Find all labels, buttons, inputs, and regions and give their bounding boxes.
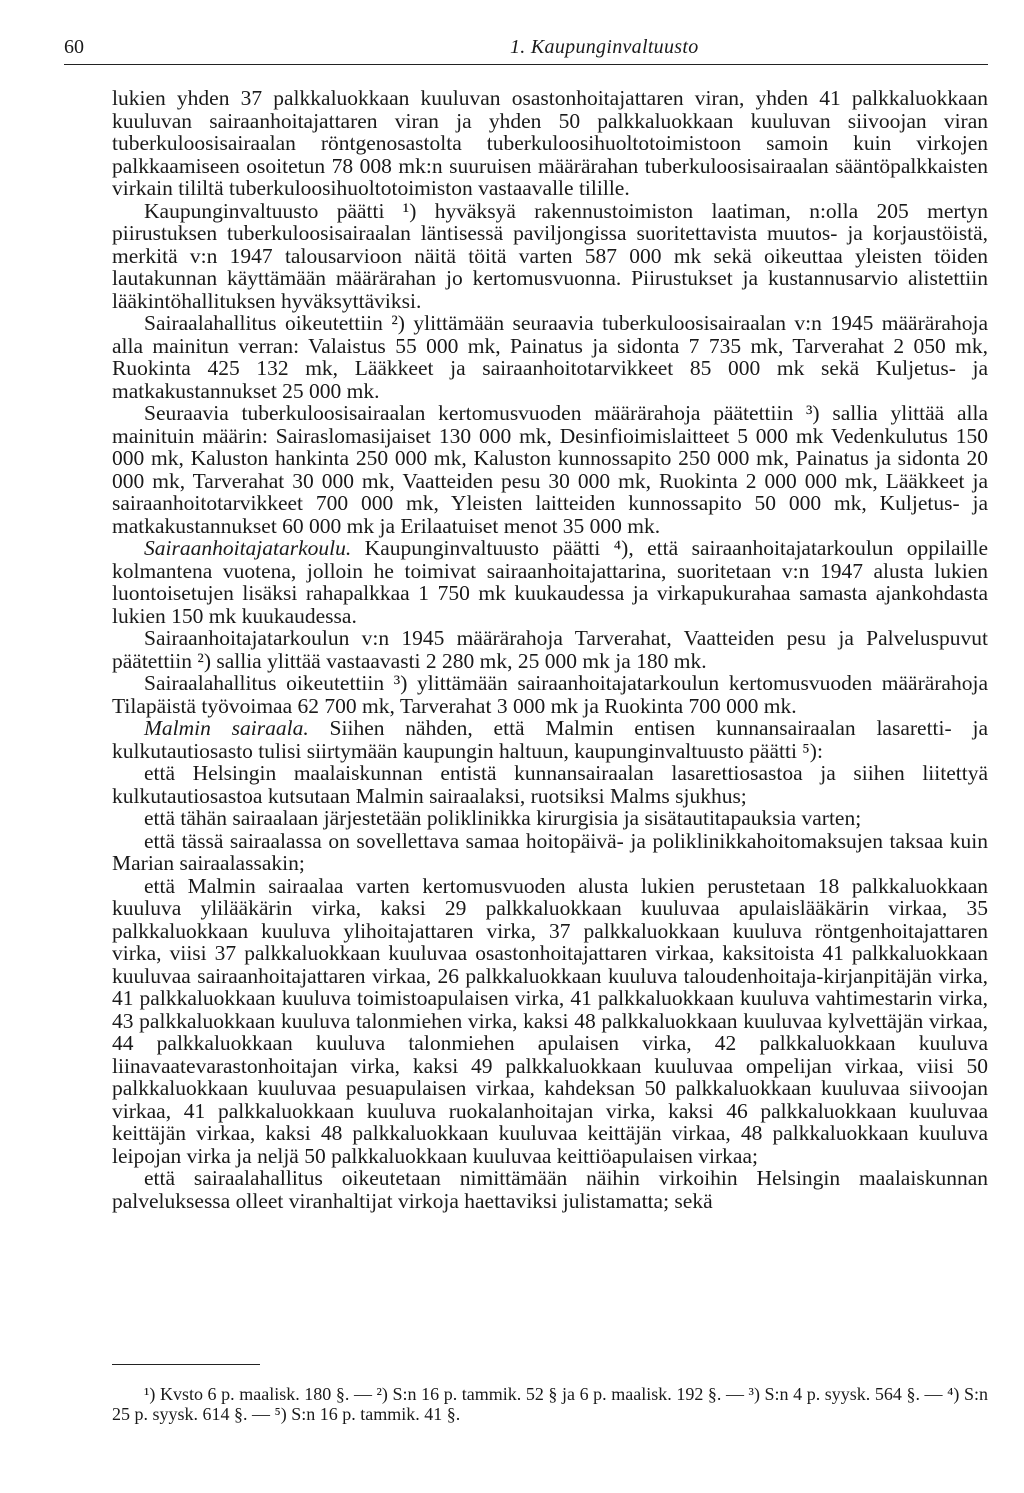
decision-clause: että tässä sairaalassa on sovellettava samaa hoitopäivä- ja poliklinikkahoitomaksujen taksaa kuin Marian sairaalassakin; [112,828,988,875]
running-head: 1. Kaupunginvaltuusto [510,36,699,58]
decision-clause: että Malmin sairaalaa varten kertomusvuoden alusta lukien perustetaan 18 palkkaluokkaan kuuluva ylilääkärin virka, kaksi 29 palkkaluokkaan kuuluvaa apulaislääkärin virkaa, 35 palkkaluokkaan kuuluva ylihoitajattaren virka, 37 palkkaluokkaan kuuluva röntgenhoitajattaren virka, viisi 37 palkkaluokkaan kuuluvaa osastonhoitajattaren virkaa, kaksitoista 41 palkkaluokkaan kuuluvaa sairaanhoitajattaren virkaa, 26 palkkaluokkaan kuuluva taloudenhoitaja-kirjanpitäjän virka, 41 palkkaluokkaan kuuluva toimistoapulaisen virka, 41 palkkaluokkaan kuuluva vahtimestarin virka, 43 palkkaluokkaan kuuluva talonmiehen virka, kaksi 48 palkkaluokkaan kuuluvaa kylvettäjän virkaa, 44 palkkaluokkaan kuuluva talonmiehen apulaisen virka, 42 palkkaluokkaan kuuluva liinavaatevarastonhoitajan virka, kaksi 49 palkkaluokkaan kuuluvaa ompelijan virkaa, viisi 50 palkkaluokkaan kuuluvaa pesuapulaisen virkaa, kahdeksan 50 palkkaluokkaan kuuluvaa siivoojan virkaa, 41 palkkaluokkaan kuuluva ruokalanhoitajan virka, kaksi 46 palkkaluokkaan kuuluvaa keittäjän virkaa, kaksi 48 palkkaluokkaan kuuluvaa keittäjän virkaa, 48 palkkaluokkaan kuuluva leipojan virka ja neljä 50 palkkaluokkaan kuuluvaa keittiöapulaisen virkaa; [112,873,988,1168]
page-header [64,34,988,65]
decision-clause: että sairaalahallitus oikeutetaan nimittämään näihin virkoihin Helsingin maalaiskunnan palveluksessa olleet viranhaltijat virkoja haettaviksi julistamatta; sekä [112,1166,988,1213]
decision-clause: että Helsingin maalaiskunnan entistä kunnansairaalan lasarettiosastoa ja siihen liitettyä kulkutautiosastoa kutsutaan Malmin sairaalaksi, ruotsiksi Malms sjukhus; [112,761,988,808]
paragraph: lukien yhden 37 palkkaluokkaan kuuluvan osastonhoitajattaren viran, yhden 41 palkkaluokkaan kuuluvan sairaanhoitajattaren viran ja yhden 50 palkkaluokkaan kuuluvan siivoojan viran tuberkuloosisairaalan röntgenosastolta tuberkuloosihuoltotoimistoon samoin kuin virkojen palkkaamiseen osoitetun 78 008 mk:n suuruisen määrärahan tuberkuloosisairaalan sääntöpalkkaisten virkain tililtä tuberkuloosihuoltotoimiston vastaavalle tilille. [112,86,988,200]
footnote-divider [112,1364,260,1365]
section-lead: Malmin sairaala. [144,716,309,740]
paragraph: Sairaalahallitus oikeutettiin ²) ylittämään seuraavia tuberkuloosisairaalan v:n 1945 määrärahoja alla mainitun verran: Valaistus 55 000 mk, Painatus ja sidonta 7 735 mk, Tarverahat 2 050 mk, Ruokinta 425 132 mk, Lääkkeet ja sairaanhoitotarvikkeet 85 000 mk sekä Kuljetus- ja matkakustannukset 25 000 mk. [112,311,988,403]
footnotes [112,1384,988,1424]
paragraph: Seuraavia tuberkuloosisairaalan kertomusvuoden määrärahoja päätettiin ³) sallia ylittää alla mainituin määrin: Sairaslomasijaiset 130 000 mk, Desinfioimislaitteet 5 000 mk Vedenkulutus 150 000 mk, Kaluston hankinta 250 000 mk, Kaluston kunnossapito 250 000 mk, Painatus ja sidonta 20 000 mk, Tarverahat 30 000 mk, Vaatteiden pesu 30 000 mk, Ruokinta 2 000 000 mk, Lääkkeet ja sairaanhoitotarvikkeet 700 000 mk, Yleisten laitteiden kunnossapito 50 000 mk, Kuljetus- ja matkakustannukset 60 000 mk ja Erilaatuiset menot 35 000 mk. [112,401,988,538]
body-text [112,87,988,1212]
paragraph: Malmin sairaala. Siihen nähden, että Malmin entisen kunnansairaalan lasaretti- ja kulkutautiosasto tulisi siirtymään kaupungin haltuun, kaupunginvaltuusto päätti ⁵): [112,716,988,763]
section-lead: Sairaanhoitajatarkoulu. [144,536,352,560]
paragraph: Sairaalahallitus oikeutettiin ³) ylittämään sairaanhoitajatarkoulun kertomusvuoden määrärahoja Tilapäistä työvoimaa 62 700 mk, Tarverahat 3 000 mk ja Ruokinta 700 000 mk. [112,671,988,718]
page-number: 60 [64,36,84,58]
paragraph: Sairaanhoitajatarkoulun v:n 1945 määrärahoja Tarverahat, Vaatteiden pesu ja Palveluspuvut päätettiin ²) sallia ylittää vastaavasti 2 280 mk, 25 000 mk ja 180 mk. [112,626,988,673]
paragraph: Sairaanhoitajatarkoulu. Kaupunginvaltuusto päätti ⁴), että sairaanhoitajatarkoulun oppilaille kolmantena vuotena, jolloin he toimivat sairaanhoitajattarina, suoritetaan v:n 1947 alusta lukien luontoisetujen lisäksi rahapalkkaa 1 750 mk kuukaudessa ja virkapukurahaa samasta ajankohdasta lukien 150 mk kuukaudessa. [112,536,988,628]
paragraph: Kaupunginvaltuusto päätti ¹) hyväksyä rakennustoimiston laatiman, n:olla 205 mertyn piirustuksen tuberkuloosisairaalan läntisessä paviljongissa suoritettavista muutos- ja korjaustöistä, merkitä v:n 1947 talousarvioon näitä töitä varten 587 000 mk sekä oikeuttaa yleisten töiden lautakunnan käyttämään määrärahan jo kertomusvuonna. Piirustukset ja kustannusarvio alistettiin lääkintöhallituksen hyväksyttäviksi. [112,198,988,313]
decision-clause: että tähän sairaalaan järjestetään poliklinikka kirurgisia ja sisätautitapauksia varten; [144,806,862,830]
footnote-text: ¹) Kvsto 6 p. maalisk. 180 §. — ²) S:n 16 p. tammik. 52 § ja 6 p. maalisk. 192 §. — ³) S:n 4 p. syysk. 564 §. — ⁴) S:n 25 p. syysk. 614 §. — ⁵) S:n 16 p. tammik. 41 §. [112,1384,988,1424]
